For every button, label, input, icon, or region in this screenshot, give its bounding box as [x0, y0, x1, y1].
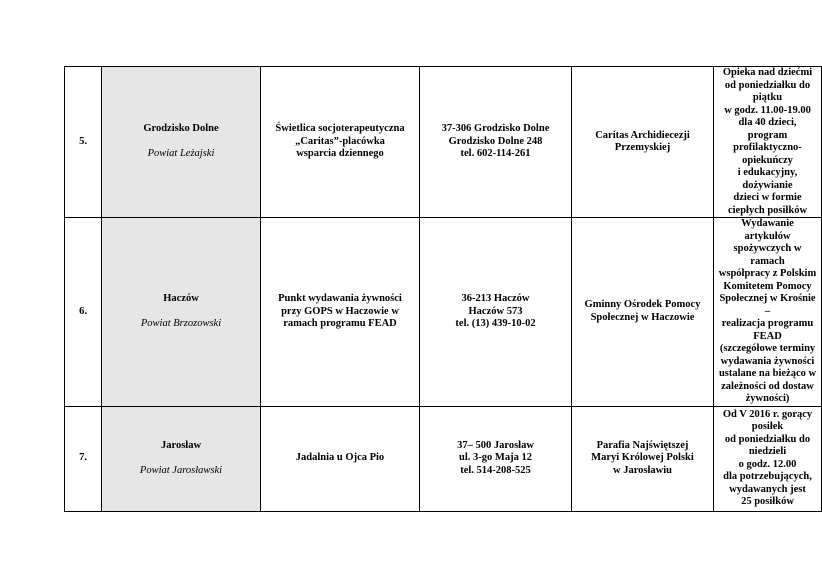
row-number: 5. [65, 67, 102, 218]
table-row [65, 218, 822, 407]
address-cell: 37– 500 Jarosław ul. 3-go Maja 12 tel. 514-208-525 [420, 406, 572, 511]
table-row [65, 406, 822, 511]
organizer-cell: Gminny Ośrodek Pomocy Społecznej w Haczowie [572, 218, 714, 407]
row-number: 6. [65, 218, 102, 407]
location-cell [102, 218, 261, 407]
description-cell: Wydawanie artykułów spożywczych w ramach współpracy z Polskim Komitetem Pomocy Społecznej w Krośnie – realizacja programu FEAD (szczegółowe terminy wydawania żywności ustalane na bieżąco w zależności od dostaw żywności) [714, 218, 822, 407]
table-row [65, 67, 822, 218]
institution-name: Jadalnia u Ojca Pio [261, 406, 420, 511]
organizer-cell: Caritas Archidiecezji Przemyskiej [572, 67, 714, 218]
row-number: 7. [65, 406, 102, 511]
institution-name: Świetlica socjoterapeutyczna „Caritas”-placówka wsparcia dziennego [261, 67, 420, 218]
town-name: Grodzisko Dolne [143, 123, 219, 135]
location-cell [102, 406, 261, 511]
county-name: Powiat Jarosławski [139, 464, 223, 476]
town-name: Haczów [163, 293, 199, 304]
address-cell: 37-306 Grodzisko Dolne Grodzisko Dolne 248 tel. 602-114-261 [420, 67, 572, 218]
location-cell [102, 67, 261, 218]
organizer-cell: Parafia Najświętszej Maryi Królowej Polski w Jarosławiu [572, 406, 714, 511]
description-cell: Od V 2016 r. gorący posiłek od poniedziałku do niedzieli o godz. 12.00 dla potrzebujących, wydawanych jest 25 posiłków [714, 406, 822, 511]
county-name: Powiat Brzozowski [140, 318, 222, 329]
institutions-table [64, 66, 822, 512]
address-cell: 36-213 Haczów Haczów 573 tel. (13) 439-10-02 [420, 218, 572, 407]
county-name: Powiat Leżajski [147, 148, 215, 160]
town-name: Jarosław [160, 439, 202, 451]
institution-name: Punkt wydawania żywności przy GOPS w Haczowie w ramach programu FEAD [261, 218, 420, 407]
description-cell: Opieka nad dziećmi od poniedziałku do piątku w godz. 11.00-19.00 dla 40 dzieci, program profilaktyczno-opiekuńczy i edukacyjny, dożywianie dzieci w formie ciepłych posiłków [714, 67, 822, 218]
